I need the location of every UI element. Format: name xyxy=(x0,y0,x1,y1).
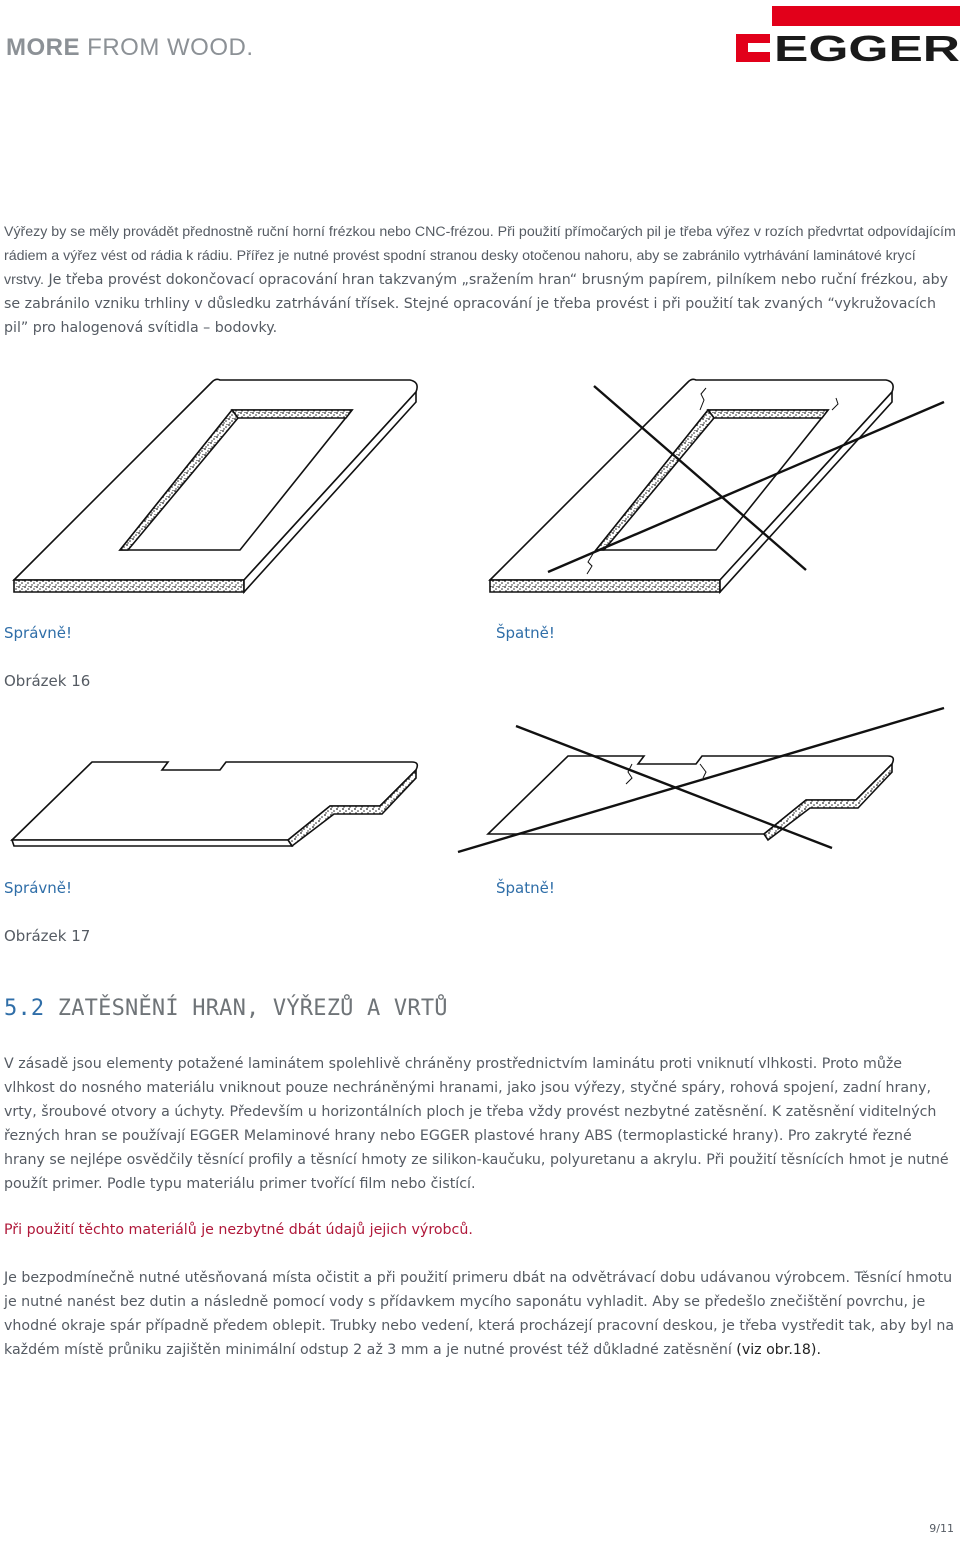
figure-reference: (viz obr.18). xyxy=(736,1342,821,1358)
warning-text: Při použití těchto materiálů je nezbytné dbát údajů jejich výrobců. xyxy=(4,1222,473,1238)
fig16-caption: Obrázek 16 xyxy=(4,672,91,690)
section-title: ZATĚSNĚNÍ HRAN, VÝŘEZŮ A VRTŮ xyxy=(57,996,448,1021)
para2-text: Je bezpodmínečně nutné utěsňovaná místa očistit a při použití primeru dbát na odvětrávací dobu udávanou výrobcem. Těsnící hmotu je nutné nanést bez dutin a následně pomocí vody s přídavkem mycího saponátu vyhladit. Aby se předešlo znečištění povrchu, je vhodné okraje spár případně předem oblepit. Trubky nebo vedení, která procházejí pracovní deskou, je třeba vystředit tak, aby byl na každém místě průniku zajištěn minimální odstup 2 až 3 mm a je nutné provést též důkladné zatěsnění xyxy=(4,1270,955,1358)
fig17-label-wrong: Špatně! xyxy=(496,879,555,897)
countertop-correct xyxy=(12,762,417,846)
figure-17-drawing xyxy=(0,700,960,870)
fig17-label-correct: Správně! xyxy=(4,879,73,897)
figure-16-drawing xyxy=(0,370,960,620)
board-wrong xyxy=(490,379,893,592)
page-number: 9/11 xyxy=(929,1522,954,1535)
slogan-rest: FROM WOOD. xyxy=(87,34,254,61)
section-paragraph-2 xyxy=(4,1266,956,1362)
logo-text: EGGER xyxy=(774,28,960,64)
section-number: 5.2 xyxy=(4,996,45,1021)
header-slogan xyxy=(6,34,253,62)
section-paragraph-1: V zásadě jsou elementy potažené laminátem spolehlivě chráněny prostřednictvím laminátu proti vniknutí vlhkosti. Proto může vlhkost do nosného materiálu vniknout pouze nechráněnými hranami, jako jsou výřezy, styčné spáry, rohová spojení, zadní hrany, vrty, šroubové otvory a úchyty. Především u horizontálních ploch je třeba vždy provést nezbytné zatěsnění. K zatěsnění viditelných řezných hran se používají EGGER Melaminové hrany nebo EGGER plastové hrany ABS (termoplastické hrany). Pro zakryté řezné hrany se nejlépe osvědčily těsnící profily a těsnící hmoty ze silikon-kaučuku, polyuretanu a akrylu. Při použití těsnících hmot je nutné použít primer. Podle typu materiálu primer tvořící film nebo čistící. xyxy=(4,1056,949,1192)
fig16-label-correct: Správně! xyxy=(4,624,73,642)
intro-sans: Je třeba provést dokončovací opracování hran takzvaným „sražením hran“ brusným papírem, pilníkem nebo ruční frézkou, aby se zabránilo vzniku trhliny v důsledku zatrhávání třísek. Stejné opracování je třeba provést i při použití tak zvaných “vykružovacích pil” pro halogenová svítidla – bodovky. xyxy=(4,272,949,336)
intro-paragraph xyxy=(4,220,956,340)
countertop-wrong xyxy=(488,756,893,840)
fig16-label-wrong: Špatně! xyxy=(496,624,555,642)
slogan-bold: MORE xyxy=(6,34,80,61)
intro-serif: Výřezy by se měly provádět přednostně ruční horní frézkou nebo CNC-frézou. Při použití přímočarých pil je třeba výřez v rozích předvrtat odpovídajícím rádiem a výřez vést od rádia k rádiu. Přířez je nutné provést spodní stranou desky otočenou nahoru, aby se zabránilo vytrhávání laminátové krycí vrstvy. xyxy=(4,224,956,288)
fig17-caption: Obrázek 17 xyxy=(4,927,91,945)
egger-logo xyxy=(736,6,960,64)
board-correct xyxy=(14,379,417,592)
section-heading xyxy=(4,996,448,1021)
